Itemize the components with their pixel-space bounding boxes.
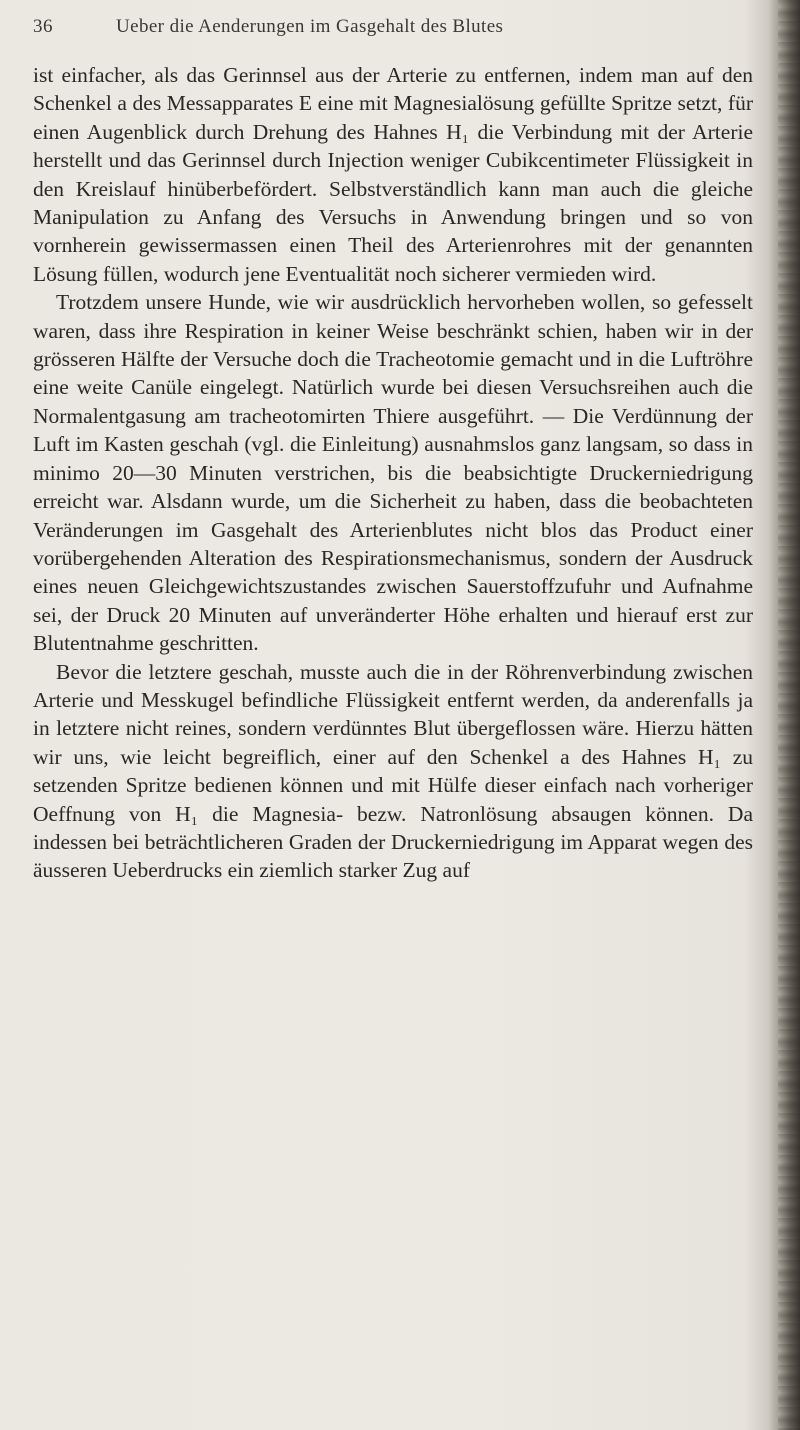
page-number: 36 xyxy=(33,16,53,37)
book-binding-edge xyxy=(778,0,800,1430)
paragraph-2: Trotzdem unsere Hunde, wie wir ausdrücklich hervorheben wollen, so gefesselt waren, dass ihre Respiration in keiner Weise beschränkt schien, haben wir in der grösseren Hälfte der Versuche doch die Tracheotomie gemacht und in die Luftröhre eine weite Canüle eingelegt. Natürlich wurde bei diesen Versuchsreihen auch die Normalentgasung am tracheotomirten Thiere ausgeführt. — Die Verdünnung der Luft im Kasten geschah (vgl. die Einleitung) ausnahmslos ganz langsam, so dass in minimo 20—30 Minuten verstrichen, bis die beabsichtigte Druckerniedrigung erreicht war. Alsdann wurde, um die Sicherheit zu haben, dass die beobachteten Veränderungen im Gasgehalt des Arterienblutes nicht blos das Product einer vorübergehenden Alteration des Respirationsmechanismus, sondern der Ausdruck eines neuen Gleichgewichtszustandes zwischen Sauerstoffzufuhr und Aufnahme sei, der Druck 20 Minuten auf unveränderter Höhe erhalten und hierauf erst zur Blutentnahme geschritten. xyxy=(33,290,753,656)
running-head: Ueber die Aenderungen im Gasgehalt des Blutes xyxy=(116,16,504,37)
page-header xyxy=(33,16,748,46)
paragraph-3: Bevor die letztere geschah, musste auch die in der Röhrenverbindung zwischen Arterie und Messkugel befindliche Flüssigkeit entfernt werden, da anderenfalls ja in letztere nicht reines, sondern verdünntes Blut übergeflossen wäre. Hierzu hätten wir uns, wie leicht begreiflich, einer auf den Schenkel a des Hahnes H₁ zu setzenden Spritze bedienen können und mit Hülfe dieser einfach nach vorheriger Oeffnung von H₁ die Magnesia- bezw. Natronlösung absaugen können. Da indessen bei beträchtlicheren Graden der Druckerniedrigung im Apparat wegen des äusseren Ueberdrucks ein ziemlich starker Zug auf xyxy=(33,659,753,883)
paragraph-1: ist einfacher, als das Gerinnsel aus der Arterie zu entfernen, indem man auf den Schenkel a des Messapparates E eine mit Magnesialösung gefüllte Spritze setzt, für einen Augenblick durch Drehung des Hahnes H₁ die Verbindung mit der Arterie herstellt und das Gerinnsel durch Injection weniger Cubikcentimeter Flüssigkeit in den Kreislauf hinüberbefördert. Selbstverständlich kann man auch die gleiche Manipulation zu Anfang des Versuchs in Anwendung bringen und so von vornherein gewissermassen einen Theil des Arterienrohres mit der genannten Lösung füllen, wodurch jene Eventualität noch sicherer vermieden wird. xyxy=(33,63,753,286)
body-text xyxy=(33,61,753,885)
